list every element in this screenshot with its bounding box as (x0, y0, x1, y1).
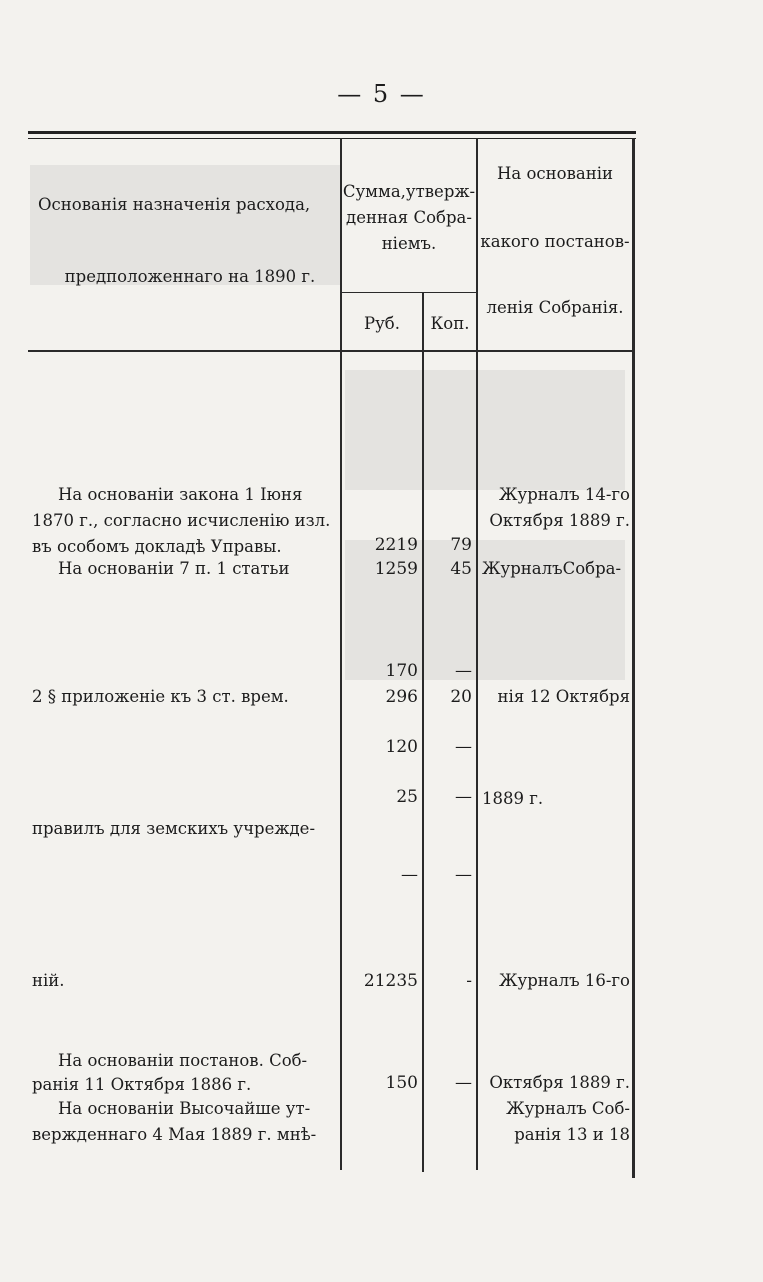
header-sum-line2: денная Собра- (346, 208, 472, 227)
row6-resolution-line1: 1889 г. (482, 789, 544, 808)
row9-basis-line1: ній. (32, 971, 65, 990)
row4-kop: 20 (450, 687, 472, 707)
sum-subheader-rule (340, 292, 478, 293)
row10-basis-line1: На основаніи постанов. Соб- (58, 1051, 308, 1070)
header-resolution-line1: На основаніи (497, 164, 613, 183)
header-basis-text: Основанія назначенія расхода, (38, 195, 311, 214)
row7-basis-line1: правилъ для земскихъ учрежде- (32, 819, 316, 838)
row8-rub: — (401, 865, 418, 885)
row3-rub: 170 (385, 661, 418, 681)
row2-rub: 1259 (374, 559, 418, 579)
row4-resolution-line1: нія 12 Октября (497, 687, 630, 706)
row10-kop: — (455, 1073, 472, 1093)
row10-rub: 150 (385, 1073, 418, 1093)
page-number: — 5 — (337, 80, 426, 108)
row11-resolution-line1: Журналъ Соб- (506, 1099, 630, 1118)
row10-resolution-line1: Октября 1889 г. (489, 1073, 630, 1092)
row6-kop: — (455, 787, 472, 807)
row2-kop: 45 (450, 559, 472, 579)
row5-kop: — (455, 737, 472, 757)
row5-rub: 120 (385, 737, 418, 757)
header-resolution-line2: какого постанов- (480, 232, 630, 251)
row1-kop: 79 (450, 535, 472, 555)
header-sum-line1: Сумма,утверж- (342, 182, 476, 201)
column-divider-rub-kop (422, 292, 424, 1172)
row9-kop: - (466, 971, 472, 991)
row9-rub: 21235 (363, 971, 418, 991)
row1-basis-line1: На основаніи закона 1 Іюня (58, 485, 303, 504)
row11-basis-line2: вержденнаго 4 Мая 1889 г. мнѣ- (32, 1125, 317, 1144)
row11-basis-line1: На основаніи Высочайше ут- (58, 1099, 311, 1118)
top-rule-thin (28, 138, 636, 139)
row2-resolution-line1: ЖурналъСобра- (482, 559, 622, 578)
header-resolution-line3: ленія Собранія. (486, 298, 624, 317)
bleed-through-shadow (345, 370, 625, 490)
row1-basis-line2: 1870 г., согласно исчисленію изл. (32, 511, 331, 530)
row1-resolution-line1: Журналъ 14-го (498, 485, 630, 504)
table-right-edge (632, 138, 635, 1178)
row1-resolution-line2: Октября 1889 г. (489, 511, 630, 530)
row1-rub: 2219 (374, 535, 418, 555)
header-basis-line1 (38, 194, 330, 216)
row10-basis-line2: ранія 11 Октября 1886 г. (32, 1075, 252, 1094)
top-rule (28, 131, 636, 134)
row6-rub: 25 (396, 787, 418, 807)
row8-kop: — (455, 865, 472, 885)
row4-basis-line1: 2 § приложеніе къ 3 ст. врем. (32, 687, 289, 706)
row2-basis-line1: На основаніи 7 п. 1 статьи (58, 559, 290, 578)
row1-basis-line3: въ особомъ докладѣ Управы. (32, 537, 282, 556)
header-basis-line2: предположеннаго на 1890 г. (64, 267, 316, 286)
header-sum-line3: ніемъ. (381, 234, 437, 253)
row11-resolution-line2: ранія 13 и 18 (514, 1125, 630, 1144)
row4-rub: 296 (385, 687, 418, 707)
header-rub: Руб. (364, 314, 400, 333)
row3-kop: — (455, 661, 472, 681)
header-bottom-rule (28, 350, 634, 352)
row9-resolution-line1: Журналъ 16-го (498, 971, 630, 990)
header-kop: Коп. (430, 314, 470, 333)
